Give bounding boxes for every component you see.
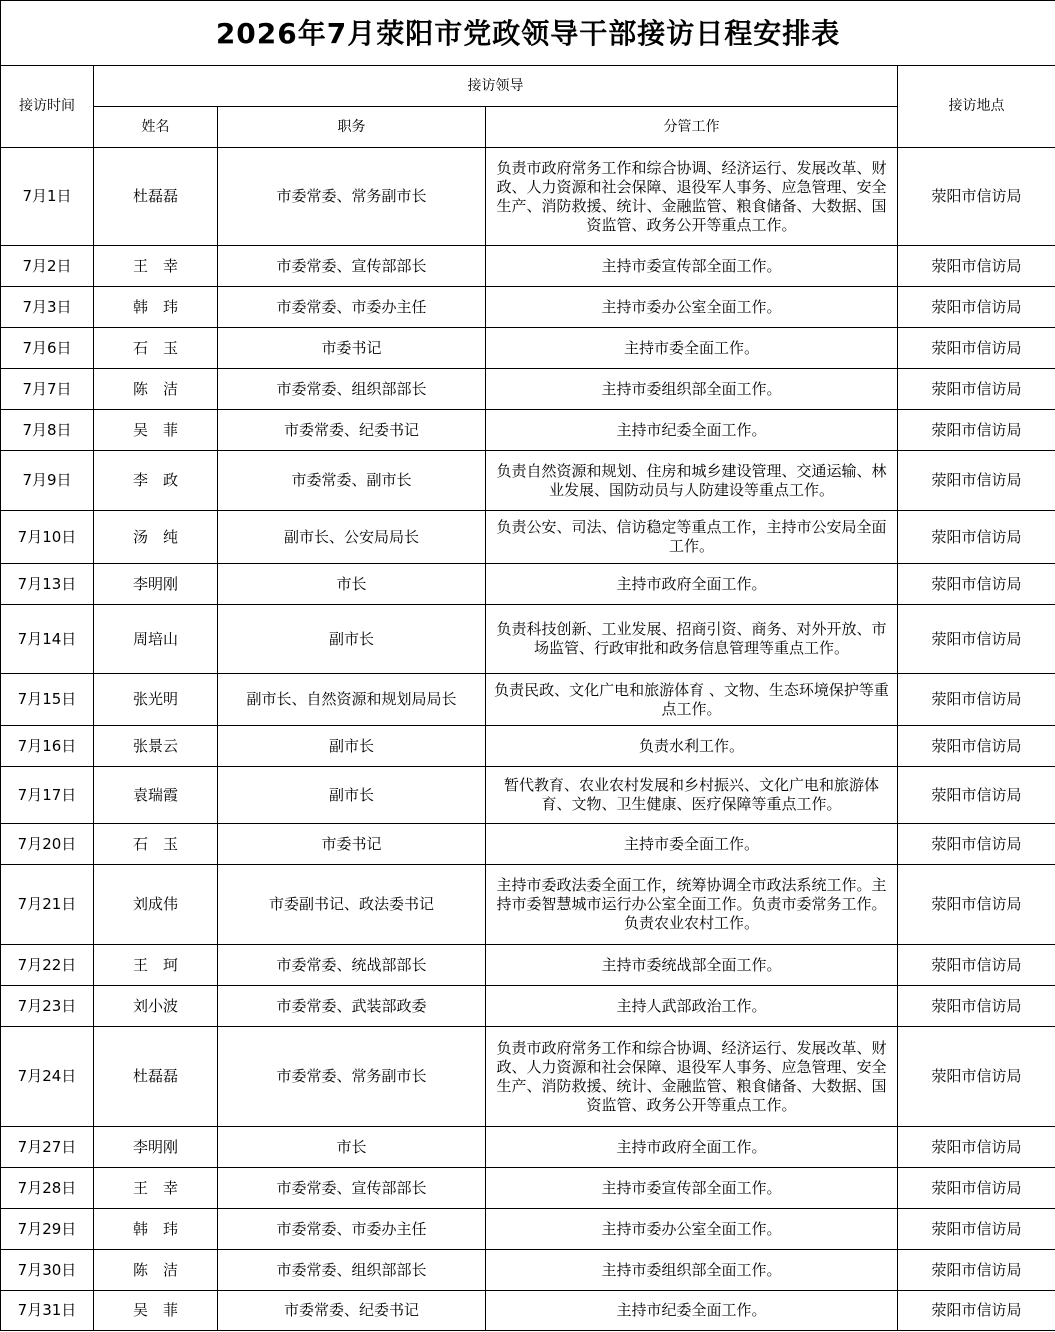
header-position: 职务 bbox=[218, 107, 486, 148]
row-duties: 主持市纪委全面工作。 bbox=[486, 410, 898, 451]
table-row bbox=[1, 1127, 1055, 1168]
page-title: 2026年7月荥阳市党政领导干部接访日程安排表 bbox=[1, 1, 1055, 66]
row-name: 王 珂 bbox=[94, 945, 218, 986]
table-row bbox=[1, 824, 1055, 865]
row-duties: 主持市委政法委全面工作，统筹协调全市政法系统工作。主持市委智慧城市运行办公室全面工作。负责市委常务工作。负责农业农村工作。 bbox=[486, 865, 898, 945]
row-position: 市委常委、宣传部部长 bbox=[218, 246, 486, 287]
row-name: 王 幸 bbox=[94, 246, 218, 287]
table-row bbox=[1, 511, 1055, 564]
row-date: 7月14日 bbox=[1, 605, 94, 674]
row-position: 市长 bbox=[218, 1127, 486, 1168]
table-row bbox=[1, 1168, 1055, 1209]
row-name: 杜磊磊 bbox=[94, 148, 218, 246]
row-position: 副市长 bbox=[218, 605, 486, 674]
row-location: 荥阳市信访局 bbox=[898, 246, 1055, 287]
row-name: 张光明 bbox=[94, 674, 218, 726]
row-position: 市委书记 bbox=[218, 328, 486, 369]
row-date: 7月7日 bbox=[1, 369, 94, 410]
row-date: 7月24日 bbox=[1, 1027, 94, 1127]
row-name: 张景云 bbox=[94, 726, 218, 767]
row-name: 王 幸 bbox=[94, 1168, 218, 1209]
row-name: 韩 玮 bbox=[94, 287, 218, 328]
row-date: 7月2日 bbox=[1, 246, 94, 287]
row-date: 7月1日 bbox=[1, 148, 94, 246]
row-position: 市委常委、常务副市长 bbox=[218, 1027, 486, 1127]
row-date: 7月15日 bbox=[1, 674, 94, 726]
row-position: 市委常委、纪委书记 bbox=[218, 410, 486, 451]
row-date: 7月9日 bbox=[1, 451, 94, 511]
row-date: 7月21日 bbox=[1, 865, 94, 945]
row-location: 荥阳市信访局 bbox=[898, 865, 1055, 945]
row-position: 副市长 bbox=[218, 726, 486, 767]
row-date: 7月30日 bbox=[1, 1250, 94, 1291]
row-position: 市委常委、市委办主任 bbox=[218, 1209, 486, 1250]
row-duties: 主持人武部政治工作。 bbox=[486, 986, 898, 1027]
row-name: 周培山 bbox=[94, 605, 218, 674]
row-duties: 负责市政府常务工作和综合协调、经济运行、发展改革、财政、人力资源和社会保障、退役军人事务、应急管理、安全生产、消防救援、统计、金融监管、粮食储备、大数据、国资监管、政务公开等重点工作。 bbox=[486, 1027, 898, 1127]
row-duties: 主持市委组织部全面工作。 bbox=[486, 1250, 898, 1291]
row-location: 荥阳市信访局 bbox=[898, 287, 1055, 328]
row-position: 副市长 bbox=[218, 767, 486, 824]
table-row bbox=[1, 865, 1055, 945]
row-date: 7月28日 bbox=[1, 1168, 94, 1209]
row-date: 7月27日 bbox=[1, 1127, 94, 1168]
row-name: 吴 菲 bbox=[94, 1291, 218, 1331]
row-duties: 主持市委全面工作。 bbox=[486, 824, 898, 865]
row-date: 7月23日 bbox=[1, 986, 94, 1027]
row-date: 7月31日 bbox=[1, 1291, 94, 1331]
row-date: 7月13日 bbox=[1, 564, 94, 605]
row-name: 杜磊磊 bbox=[94, 1027, 218, 1127]
row-duties: 负责民政、文化广电和旅游体育 、文物、生态环境保护等重点工作。 bbox=[486, 674, 898, 726]
table-row bbox=[1, 148, 1055, 246]
table-row bbox=[1, 726, 1055, 767]
row-position: 副市长、自然资源和规划局局长 bbox=[218, 674, 486, 726]
table-row bbox=[1, 986, 1055, 1027]
row-name: 李 政 bbox=[94, 451, 218, 511]
row-duties: 负责市政府常务工作和综合协调、经济运行、发展改革、财政、人力资源和社会保障、退役军人事务、应急管理、安全生产、消防救援、统计、金融监管、粮食储备、大数据、国资监管、政务公开等重点工作。 bbox=[486, 148, 898, 246]
row-location: 荥阳市信访局 bbox=[898, 1168, 1055, 1209]
row-name: 汤 纯 bbox=[94, 511, 218, 564]
row-name: 李明刚 bbox=[94, 564, 218, 605]
header-leader-group: 接访领导 bbox=[94, 66, 898, 107]
table-row bbox=[1, 287, 1055, 328]
row-duties: 主持市纪委全面工作。 bbox=[486, 1291, 898, 1331]
schedule-body bbox=[1, 148, 1055, 1331]
row-name: 刘小波 bbox=[94, 986, 218, 1027]
table-row bbox=[1, 1027, 1055, 1127]
row-duties: 主持市委宣传部全面工作。 bbox=[486, 1168, 898, 1209]
row-date: 7月17日 bbox=[1, 767, 94, 824]
row-name: 李明刚 bbox=[94, 1127, 218, 1168]
row-position: 市委常委、统战部部长 bbox=[218, 945, 486, 986]
row-location: 荥阳市信访局 bbox=[898, 1250, 1055, 1291]
row-date: 7月3日 bbox=[1, 287, 94, 328]
header-time: 接访时间 bbox=[1, 66, 94, 148]
row-location: 荥阳市信访局 bbox=[898, 1027, 1055, 1127]
row-name: 韩 玮 bbox=[94, 1209, 218, 1250]
row-location: 荥阳市信访局 bbox=[898, 1127, 1055, 1168]
row-location: 荥阳市信访局 bbox=[898, 564, 1055, 605]
row-position: 副市长、公安局局长 bbox=[218, 511, 486, 564]
row-location: 荥阳市信访局 bbox=[898, 767, 1055, 824]
row-name: 石 玉 bbox=[94, 328, 218, 369]
header-name: 姓名 bbox=[94, 107, 218, 148]
row-date: 7月6日 bbox=[1, 328, 94, 369]
row-date: 7月22日 bbox=[1, 945, 94, 986]
row-location: 荥阳市信访局 bbox=[898, 726, 1055, 767]
table-row bbox=[1, 767, 1055, 824]
table-row bbox=[1, 451, 1055, 511]
table-row bbox=[1, 1209, 1055, 1250]
table-row bbox=[1, 246, 1055, 287]
row-position: 市委常委、副市长 bbox=[218, 451, 486, 511]
row-position: 市委常委、常务副市长 bbox=[218, 148, 486, 246]
table-row bbox=[1, 564, 1055, 605]
row-date: 7月16日 bbox=[1, 726, 94, 767]
row-duties: 负责公安、司法、信访稳定等重点工作，主持市公安局全面工作。 bbox=[486, 511, 898, 564]
row-location: 荥阳市信访局 bbox=[898, 1291, 1055, 1331]
table-row bbox=[1, 945, 1055, 986]
row-name: 吴 菲 bbox=[94, 410, 218, 451]
row-duties: 负责科技创新、工业发展、招商引资、商务、对外开放、市场监管、行政审批和政务信息管理等重点工作。 bbox=[486, 605, 898, 674]
row-location: 荥阳市信访局 bbox=[898, 674, 1055, 726]
row-date: 7月10日 bbox=[1, 511, 94, 564]
row-location: 荥阳市信访局 bbox=[898, 1209, 1055, 1250]
row-name: 石 玉 bbox=[94, 824, 218, 865]
header-location: 接访地点 bbox=[898, 66, 1055, 148]
row-location: 荥阳市信访局 bbox=[898, 511, 1055, 564]
row-duties: 主持市委办公室全面工作。 bbox=[486, 287, 898, 328]
row-position: 市委常委、市委办主任 bbox=[218, 287, 486, 328]
row-duties: 主持市委组织部全面工作。 bbox=[486, 369, 898, 410]
row-location: 荥阳市信访局 bbox=[898, 945, 1055, 986]
row-duties: 主持市委统战部全面工作。 bbox=[486, 945, 898, 986]
row-duties: 主持市委宣传部全面工作。 bbox=[486, 246, 898, 287]
row-location: 荥阳市信访局 bbox=[898, 148, 1055, 246]
row-position: 市委常委、纪委书记 bbox=[218, 1291, 486, 1331]
row-duties: 负责水利工作。 bbox=[486, 726, 898, 767]
row-position: 市委书记 bbox=[218, 824, 486, 865]
row-duties: 主持市委全面工作。 bbox=[486, 328, 898, 369]
table-row bbox=[1, 1250, 1055, 1291]
row-position: 市委常委、组织部部长 bbox=[218, 369, 486, 410]
row-duties: 负责自然资源和规划、住房和城乡建设管理、交通运输、林业发展、国防动员与人防建设等重点工作。 bbox=[486, 451, 898, 511]
row-location: 荥阳市信访局 bbox=[898, 410, 1055, 451]
row-date: 7月20日 bbox=[1, 824, 94, 865]
row-position: 市委副书记、政法委书记 bbox=[218, 865, 486, 945]
table-row bbox=[1, 605, 1055, 674]
row-position: 市委常委、武装部政委 bbox=[218, 986, 486, 1027]
row-location: 荥阳市信访局 bbox=[898, 369, 1055, 410]
table-row bbox=[1, 674, 1055, 726]
table-row bbox=[1, 369, 1055, 410]
row-location: 荥阳市信访局 bbox=[898, 605, 1055, 674]
row-location: 荥阳市信访局 bbox=[898, 824, 1055, 865]
row-date: 7月29日 bbox=[1, 1209, 94, 1250]
row-name: 袁瑞霞 bbox=[94, 767, 218, 824]
row-location: 荥阳市信访局 bbox=[898, 451, 1055, 511]
row-duties: 主持市委办公室全面工作。 bbox=[486, 1209, 898, 1250]
row-name: 陈 洁 bbox=[94, 369, 218, 410]
row-date: 7月8日 bbox=[1, 410, 94, 451]
row-location: 荥阳市信访局 bbox=[898, 328, 1055, 369]
row-position: 市委常委、组织部部长 bbox=[218, 1250, 486, 1291]
table-row bbox=[1, 1291, 1055, 1331]
row-duties: 暂代教育、农业农村发展和乡村振兴、文化广电和旅游体育、文物、卫生健康、医疗保障等重点工作。 bbox=[486, 767, 898, 824]
row-name: 刘成伟 bbox=[94, 865, 218, 945]
row-position: 市长 bbox=[218, 564, 486, 605]
row-duties: 主持市政府全面工作。 bbox=[486, 564, 898, 605]
table-row bbox=[1, 410, 1055, 451]
header-duties: 分管工作 bbox=[486, 107, 898, 148]
table-row bbox=[1, 328, 1055, 369]
row-name: 陈 洁 bbox=[94, 1250, 218, 1291]
row-position: 市委常委、宣传部部长 bbox=[218, 1168, 486, 1209]
row-location: 荥阳市信访局 bbox=[898, 986, 1055, 1027]
row-duties: 主持市政府全面工作。 bbox=[486, 1127, 898, 1168]
